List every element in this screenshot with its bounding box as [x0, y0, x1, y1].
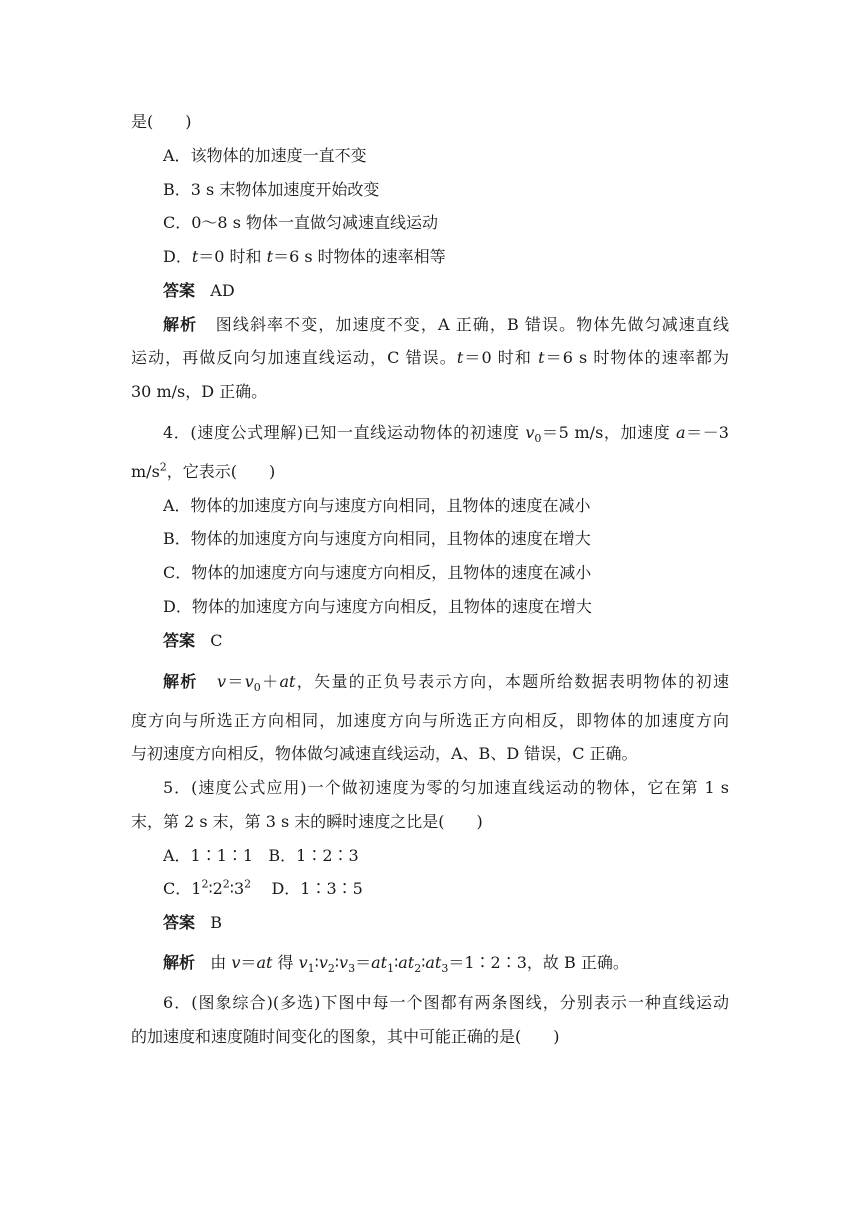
q4-option-d: D．物体的加速度方向与速度方向相反，且物体的速度在增大 — [163, 597, 592, 616]
q5-options-cd: C．$1^2∶2^2∶3^2$ D．1∶3∶5 — [163, 877, 363, 898]
q4-option-b: B．物体的加速度方向与速度方向相同，且物体的速度在增大 — [163, 529, 591, 548]
q3-option-c: C．0～8 s 物体一直做匀减速直线运动 — [163, 213, 438, 232]
q6-stem-line1: 6．(图象综合)(多选)下图中每一个图都有两条图线，分别表示一种直线运动 — [163, 993, 729, 1012]
q5-stem-line1: 5．(速度公式应用)一个做初速度为零的匀加速直线运动的物体，它在第 1 s — [163, 778, 729, 797]
q6-stem-line2: 的加速度和速度随时间变化的图象，其中可能正确的是( ) — [131, 1027, 560, 1046]
q4-option-a: A．物体的加速度方向与速度方向相同，且物体的速度在减小 — [163, 496, 591, 515]
q4-stem-line2: $m/s^2$，它表示( ) — [131, 460, 276, 481]
q4-stem-line1: 4．(速度公式理解)已知一直线运动物体的初速度 $v_0=5$ m/s，加速度 a＝－3 — [163, 423, 729, 446]
q4-analysis-line3: 与初速度方向相反，物体做匀减速直线运动，A、B、D 错误，C 正确。 — [131, 744, 638, 763]
q4-answer: 答案 C — [163, 631, 223, 650]
q5-options-ab: A．1∶1∶1 B．1∶2∶3 — [163, 846, 359, 865]
q5-analysis: 解析 由 v＝at 得 $v_1∶v_2∶v_3=at_1∶at_2∶at_3=1∶2∶3$，故 B 正确。 — [163, 953, 629, 976]
q4-option-c: C．物体的加速度方向与速度方向相反，且物体的速度在减小 — [163, 563, 592, 582]
q3-option-b: B．3 s 末物体加速度开始改变 — [163, 180, 380, 199]
q3-analysis-line1: 解析 图线斜率不变，加速度不变，A 正确，B 错误。物体先做匀减速直线 — [163, 315, 729, 334]
q3-answer: 答案 AD — [163, 281, 235, 300]
q3-analysis-line2: 运动，再做反向匀加速直线运动，C 错误。t＝0 时和 t＝6 s 时物体的速率都为 — [131, 348, 729, 367]
q3-option-d: D．t＝0 时和 t＝6 s 时物体的速率相等 — [163, 247, 446, 266]
q3-analysis-line3: 30 m/s，D 正确。 — [131, 382, 268, 401]
q3-option-a: A．该物体的加速度一直不变 — [163, 146, 367, 165]
q4-analysis-line2: 度方向与所选正方向相同，加速度方向与所选正方向相反，即物体的加速度方向 — [131, 711, 729, 730]
q3-stem-tail: 是( ) — [131, 112, 192, 131]
q4-analysis-line1: 解析 $v=v_0+at$，矢量的正负号表示方向，本题所给数据表明物体的初速 — [163, 672, 729, 695]
q5-stem-line2: 末，第 2 s 末，第 3 s 末的瞬时速度之比是( ) — [131, 812, 483, 831]
q5-answer: 答案 B — [163, 913, 223, 932]
